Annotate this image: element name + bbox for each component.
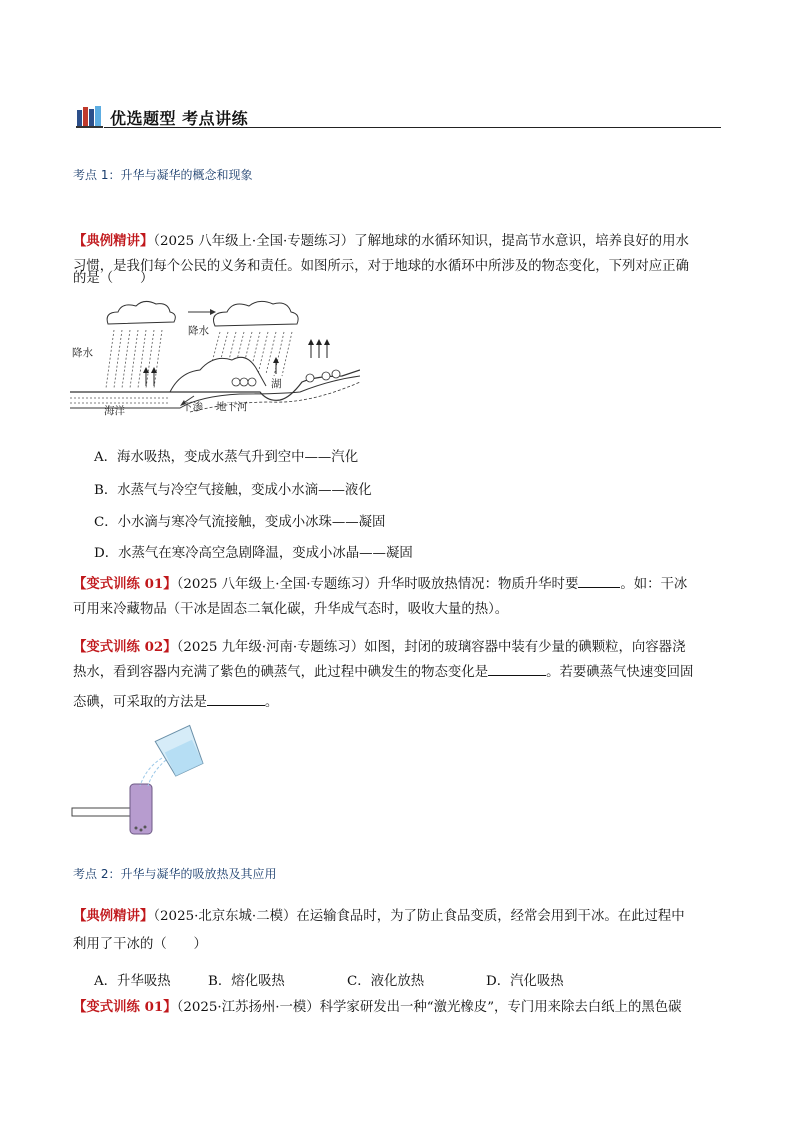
variant2-line2: [73, 660, 693, 686]
section2-option-b: B．熔化吸热: [208, 974, 285, 989]
section2-option-a: A．升华吸热: [94, 974, 171, 989]
header-rule: [104, 127, 721, 128]
variant2-text2a: 热水，看到容器内充满了紫色的碘蒸气，此过程中碘发生的物态变化是: [73, 665, 489, 680]
section2-option-d: D．汽化吸热: [486, 974, 564, 989]
example1-line1: [73, 228, 689, 255]
option-d: D．水蒸气在寒冷高空急剧降温，变成小冰晶——凝固: [94, 546, 413, 561]
section-header-title: 优选题型 考点讲练: [110, 109, 249, 128]
variant2-text3b: 。: [264, 695, 279, 710]
variant2-blank1: [488, 661, 546, 676]
section1-heading: 考点 1：升华与凝华的概念和现象: [73, 168, 253, 182]
example2-line1: [73, 903, 685, 930]
variant1-line2: 可用来冷藏物品（干冰是固态二氧化碳，升华成气态时，吸收大量的热）。: [73, 602, 509, 617]
example1-line2: 习惯，是我们每个公民的义务和责任。如图所示，对于地球的水循环中所涉及的物态变化，下列对应正确: [73, 259, 689, 274]
label-underground-river: 地下河: [216, 401, 248, 413]
label-rain-left: 降水: [72, 347, 93, 359]
section2-variant1-tag: 【变式训练 01】: [73, 999, 177, 1015]
variant2-blank2: [207, 691, 265, 706]
variant2-line3: [73, 690, 278, 716]
variant1-text1a: （2025 八年级上·全国·专题练习）升华时吸放热情况：物质升华时要: [176, 577, 579, 592]
option-b: B．水蒸气与冷空气接触，变成小水滴——液化: [94, 483, 372, 498]
label-rain-right: 降水: [188, 325, 209, 337]
water-cycle-diagram: [70, 300, 360, 428]
variant1-line1: [73, 571, 687, 598]
example1-tag: 【典例精讲】: [73, 233, 154, 249]
variant2-line1: [73, 634, 685, 661]
section2-variant1-text1: （2025·江苏扬州·一模）科学家研发出一种“激光橡皮”，专门用来除去白纸上的黑色碳: [176, 1000, 682, 1015]
variant2-text3a: 态碘，可采取的方法是: [73, 695, 207, 710]
example1-line3: 的是（ ）: [73, 271, 154, 286]
iodine-container-illustration: [70, 722, 210, 840]
variant2-text2b: 。若要碘蒸气快速变回固: [546, 665, 694, 680]
example1-text1: （2025 八年级上·全国·专题练习）了解地球的水循环知识，提高节水意识，培养良好的用水: [153, 234, 689, 249]
section2-heading: 考点 2：升华与凝华的吸放热及其应用: [73, 867, 277, 881]
option-a: A．海水吸热，变成水蒸气升到空中——汽化: [94, 450, 359, 465]
section2-option-c: C．液化放热: [347, 974, 425, 989]
option-c: C．小水滴与寒冷气流接触，变成小冰珠——凝固: [94, 515, 386, 530]
label-lake: 湖: [271, 378, 282, 390]
example2-text1: （2025·北京东城·二模）在运输食品时，为了防止食品变质，经常会用到干冰。在此过程中: [153, 909, 685, 924]
variant1-tag: 【变式训练 01】: [73, 576, 177, 592]
variant1-text1b: 。如：干冰: [620, 577, 688, 592]
label-seep: 下渗: [182, 401, 203, 413]
section2-variant1-line1: [73, 994, 682, 1021]
example2-line2: 利用了干冰的（ ）: [73, 937, 207, 952]
variant2-tag: 【变式训练 02】: [73, 639, 177, 655]
variant2-text1: （2025 九年级·河南·专题练习）如图，封闭的玻璃容器中装有少量的碘颗粒，向容器浇: [176, 640, 686, 655]
label-ocean: 海洋: [104, 405, 125, 417]
example2-tag: 【典例精讲】: [73, 908, 154, 924]
books-icon: [76, 104, 104, 128]
variant1-blank: [578, 573, 620, 588]
